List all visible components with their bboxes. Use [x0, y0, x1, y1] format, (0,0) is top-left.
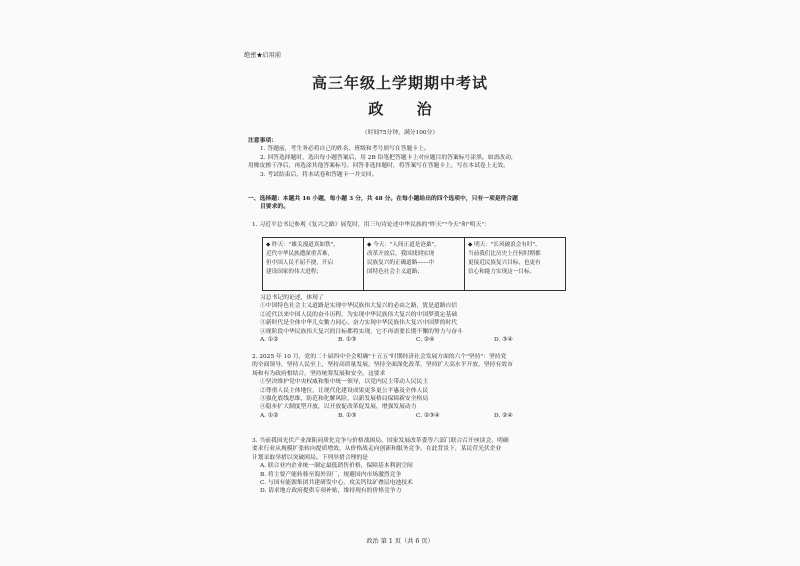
quote-cell-yesterday — [263, 238, 364, 290]
question-stem-line: 2. 2025 年 10 月，党的二十届四中全会明确"十五五"时期经济社会发展方面的六个"坚持"：坚持党 — [252, 354, 507, 360]
section-heading-line: 一、选择题：本题共 16 小题，每小题 3 分，共 48 分。在每小题给出的四个选项中，只有一项是符合题 — [248, 196, 518, 202]
quote-cell-tomorrow — [465, 238, 565, 290]
confidential-label: 绝密★启用前 — [244, 52, 282, 59]
quote-line: 国特色社会主义道路； — [367, 269, 423, 275]
option-d: D. ②④ — [494, 412, 513, 419]
question-stem-line: 的全面领导，坚持人民至上，坚持高质量发展，坚持全面深化改革，坚持扩大高水平开放，坚持有效市 — [252, 362, 513, 369]
time-info: （时间75分钟，满分100分） — [361, 130, 439, 136]
option-b: B. ①③ — [338, 412, 357, 419]
statement-item: ④稳步扩大制度型开放，以开放促改革促发展，增强发展动力 — [260, 404, 417, 411]
note-item: 用橡皮擦干净后，再选涂其他答案标号。回答非选择题时，将答案写在答题卡上，写在本试卷上无效。 — [248, 163, 509, 170]
quote-line: 建设国家的伟大进程； — [266, 269, 322, 275]
quote-line: 当前我们比历史上任何时期都 — [468, 251, 541, 257]
question-2 — [252, 353, 572, 420]
option-c: C. 与国有能源集团共建研发中心，攻关钙钛矿叠层电池技术 — [260, 480, 413, 487]
statement-item: ③强化底线思维，防范和化解风险，以新发展格局保障新安全格局 — [260, 396, 429, 403]
option-d: D. 请求地方政府提供专项补贴，维持现有的价格竞争力 — [260, 488, 402, 495]
option-a: A. ①② — [260, 337, 279, 344]
quote-line: 更接近民族复兴目标，也更有 — [468, 260, 541, 266]
option-a: A. 联合业内企业统一制定最低销售价格，保障基本利润空间 — [260, 463, 413, 470]
statement-item: ①坚决维护党中央权威和集中统一领导，以党内民主带动人民民主 — [260, 379, 429, 386]
statement-item: ①中国特色社会主义道路是实现中华民族伟大复兴的必由之路，犹是道路自信 — [260, 303, 458, 310]
quote-line: 信心和能力实现这一目标。 — [468, 269, 536, 275]
note-item: 2. 回答选择题时，选出每小题答案后，用 2B 铅笔把答题卡上对应题目的答案标号涂黑。如需改动， — [260, 154, 517, 161]
note-item: 3. 考试结束后，将本试卷和答题卡一并交回。 — [260, 171, 378, 178]
option-a: A. ①② — [260, 412, 279, 419]
statement-item: ③新时代是全体中华儿女勠力同心、奋力实现中华民族伟大复兴中国梦的时代 — [260, 320, 458, 327]
quote-line: 但中国人民不屈不挠，开启 — [266, 260, 334, 266]
statement-item: ④现阶段中华民族伟大复兴的目标都将实现，它不再需要长期不懈的努力与奋斗 — [260, 328, 463, 335]
page-footer: 政治 第 1 页（共 6 页） — [366, 538, 434, 545]
note-item: 1. 答题前，考生务必将自己的姓名、班级和考号填写在答题卡上。 — [260, 146, 430, 153]
quote-line: 近代中华民族遭深重苦难， — [266, 251, 334, 257]
question-3 — [252, 437, 572, 496]
quote-line: 改革开放后，我国找到实现 — [367, 251, 435, 257]
statement-item: ②近代以来中国人民的奋斗历程，为实现中华民族伟大复兴的中国梦奠定基础 — [260, 311, 458, 318]
quote-line: ◆ 今天："人间正道是沧桑"， — [367, 242, 440, 248]
quote-line: ◆ 昨天："雄关漫道真如铁"， — [266, 242, 339, 248]
question-1-body — [252, 294, 572, 344]
subject-title: 政 治 — [368, 100, 446, 118]
statement-item: ②尊重人民主体地位，让现代化建设成果更多更公平惠及全体人民 — [260, 387, 429, 394]
option-c: C. ②③④ — [416, 412, 440, 419]
answer-options — [252, 412, 572, 420]
option-b: B. 将主要产能转移至海外设厂，规避国内市场激烈竞争 — [260, 471, 402, 478]
exam-title: 高三年级上学期期中考试 — [311, 74, 488, 92]
option-c: C. ②④ — [416, 337, 435, 344]
answer-options — [252, 336, 572, 344]
quote-line: ◆ 明天："长风破浪会有时"， — [468, 242, 541, 248]
option-d: D. ③④ — [494, 337, 513, 344]
question-stem-line: 要求行业从规模扩张转向提质增效，从价格战走向创新和服务竞争。在此背景下，某民营光伏企业 — [252, 446, 502, 453]
notes-heading: 注意事项： — [248, 138, 277, 144]
question-stem-line: 3. 当前我国光伏产业深陷同质化竞争与价格战困局。国家发展改革委等六部门联合召开座谈会，明确 — [252, 438, 509, 444]
quote-line: 民族复兴的正确道路——中 — [367, 260, 435, 266]
option-b: B. ①③ — [338, 337, 357, 344]
notes-section — [248, 137, 578, 179]
section-heading — [248, 195, 578, 212]
question-stem-line: 计划采取举措以突破困局。下列举措合理的是 — [252, 454, 368, 461]
question-stem-line: 场和有为政府相结合，坚持统筹发展和安全。这要求 — [252, 370, 386, 377]
question-lead: 习总书记的论述，体现了 — [260, 295, 324, 301]
question-1-stem: 1. 习近平总书记参观《复兴之路》展览时，用三句诗论述中华民族的"昨天""今天"和"明天"： — [252, 222, 490, 228]
quote-box — [262, 237, 566, 291]
quote-cell-today — [364, 238, 465, 290]
section-heading-line: 目要求的。 — [260, 204, 289, 211]
